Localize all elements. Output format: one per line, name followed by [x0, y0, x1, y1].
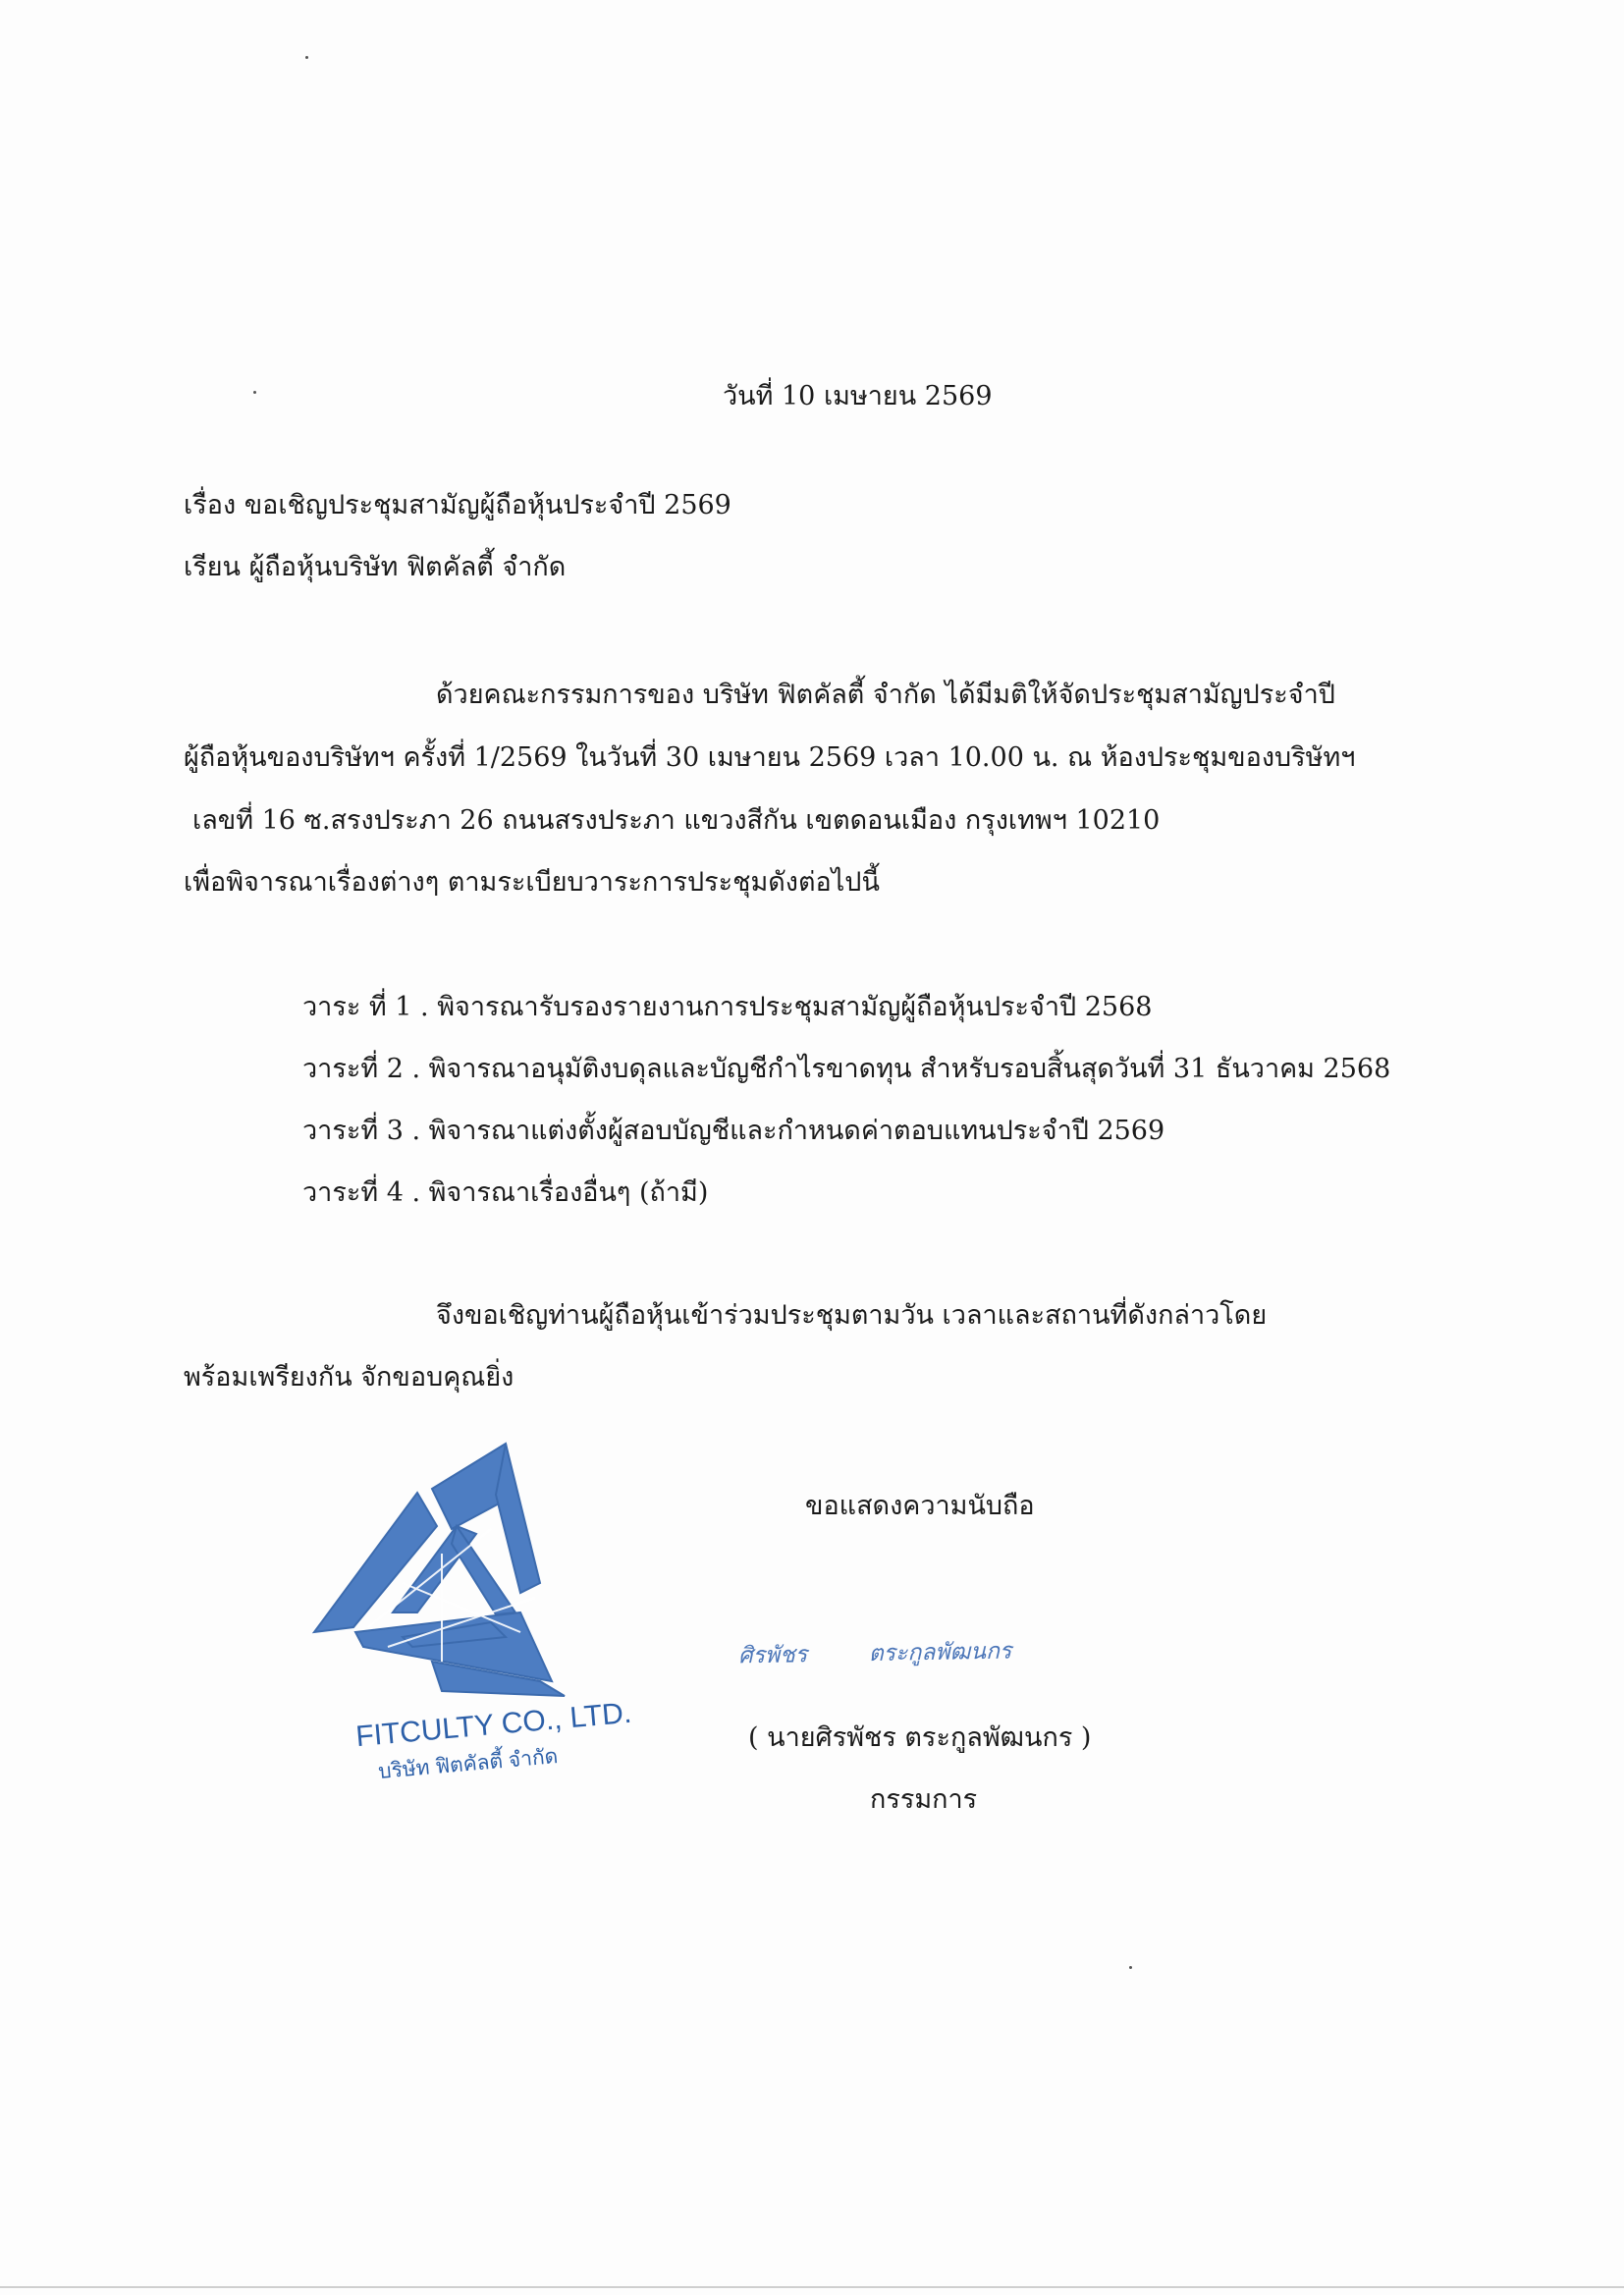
- letter-date: วันที่ 10 เมษายน 2569: [723, 381, 993, 411]
- scan-edge: [0, 2286, 1624, 2288]
- agenda-item: วาระที่ 2 . พิจารณาอนุมัติงบดุลและบัญชีกำไรขาดทุน สำหรับรอบสิ้นสุดวันที่ 31 ธันวาคม 2568: [302, 1054, 1391, 1084]
- body-line: เลขที่ 16 ซ.สรงประภา 26 ถนนสรงประภา แขวงสีกัน เขตดอนเมือง กรุงเทพฯ 10210: [192, 805, 1161, 836]
- scan-speck: [1129, 1966, 1132, 1969]
- seal-name-th: บริษัท ฟิตคัลตี้ จำกัด: [377, 1745, 560, 1783]
- letter-recipient: เรียน ผู้ถือหุ้นบริษัท ฟิตคัลตี้ จำกัด: [184, 552, 567, 582]
- signature-first: ศิรพัชร: [737, 1642, 808, 1669]
- body-line: ด้วยคณะกรรมการของ บริษัท ฟิตคัลตี้ จำกัด ได้มีมติให้จัดประชุมสามัญประจำปี: [436, 680, 1335, 710]
- regards: ขอแสดงความนับถือ: [805, 1491, 1035, 1521]
- agenda-item: วาระ ที่ 1 . พิจารณารับรองรายงานการประชุมสามัญผู้ถือหุ้นประจำปี 2568: [302, 992, 1153, 1022]
- agenda-item: วาระที่ 4 . พิจารณาเรื่องอื่นๆ (ถ้ามี): [302, 1177, 709, 1208]
- letter-subject: เรื่อง ขอเชิญประชุมสามัญผู้ถือหุ้นประจำปี 2569: [184, 490, 731, 520]
- seal-name-en: FITCULTY CO., LTD.: [354, 1696, 633, 1754]
- closing-line: จึงขอเชิญท่านผู้ถือหุ้นเข้าร่วมประชุมตามวัน เวลาและสถานที่ดังกล่าวโดย: [436, 1300, 1268, 1331]
- body-line: เพื่อพิจารณาเรื่องต่างๆ ตามระเบียบวาระการประชุมดังต่อไปนี้: [184, 867, 880, 898]
- closing-line: พร้อมเพรียงกัน จักขอบคุณยิ่ง: [184, 1362, 514, 1393]
- signatory-title: กรรมการ: [870, 1784, 978, 1815]
- signature-last: ตระกูลพัฒนกร: [868, 1638, 1012, 1667]
- scan-speck: [305, 56, 308, 59]
- agenda-item: วาระที่ 3 . พิจารณาแต่งตั้งผู้สอบบัญชีและกำหนดค่าตอบแทนประจำปี 2569: [302, 1116, 1165, 1146]
- scan-speck: [253, 391, 256, 394]
- signatory-name: ( นายศิรพัชร ตระกูลพัฒนกร ): [748, 1722, 1092, 1753]
- body-line: ผู้ถือหุ้นของบริษัทฯ ครั้งที่ 1/2569 ในวันที่ 30 เมษายน 2569 เวลา 10.00 น. ณ ห้องประชุมของบริษัทฯ: [184, 742, 1356, 773]
- handwritten-signature: [738, 1634, 1012, 1674]
